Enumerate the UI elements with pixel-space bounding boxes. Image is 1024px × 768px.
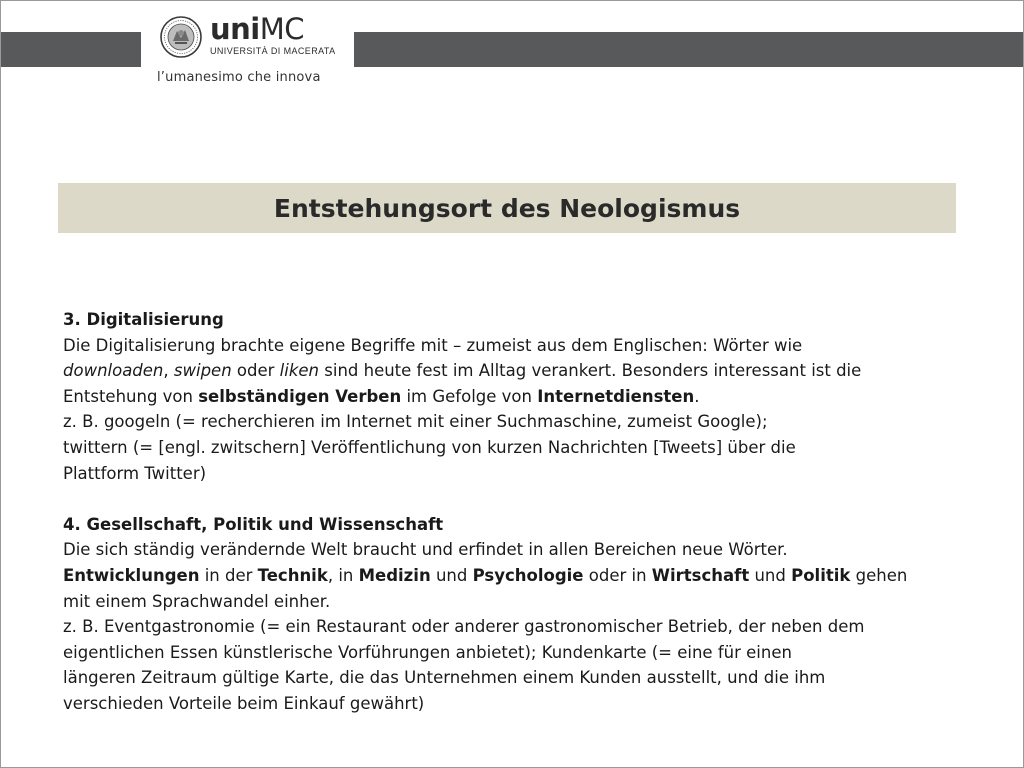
logo-tagline: l’umanesimo che innova [157,70,321,85]
logo-text [210,12,336,56]
example-line: Plattform Twitter) [63,463,207,483]
paragraph-line: mit einem Sprachwandel einher. [63,591,331,611]
paragraph-line: Entwicklungen in der Technik, in Medizin und Psychologie oder in Wirtschaft und Politik gehen [63,565,908,585]
example-line: längeren Zeitraum gültige Karte, die das Unternehmen einem Kunden ausstellt, und die ihm [63,668,826,688]
section-gap [63,486,963,512]
example-line: z. B. Eventgastronomie (= ein Restaurant oder anderer gastronomischer Betrieb, der neben dem [63,617,865,637]
slide-content [63,307,963,717]
header-band-left [0,32,141,67]
paragraph-line: downloaden, swipen oder liken sind heute fest im Alltag verankert. Besonders interessant ist die [63,361,862,381]
paragraph-line: Die Digitalisierung brachte eigene Begriffe mit – zumeist aus dem Englischen: Wörter wie [63,335,803,355]
paragraph-line: Entstehung von selbständigen Verben im Gefolge von Internetdiensten. [63,386,700,406]
header-band-right [354,32,1024,67]
logo-university-name: UNIVERSITÀ DI MACERATA [210,46,336,56]
paragraph-line: Die sich ständig verändernde Welt braucht und erfindet in allen Bereichen neue Wörter. [63,540,788,560]
logo-wordmark: uniMC [210,12,305,46]
slide-title: Entstehungsort des Neologismus [273,193,741,223]
section-heading-digital: 3. Digitalisierung [63,310,224,329]
example-line: z. B. googeln (= recherchieren im Internet mit einer Suchmaschine, zumeist Google); [63,412,768,432]
university-logo [155,14,347,72]
title-bar [58,183,956,233]
example-line: twittern (= [engl. zwitschern] Veröffentlichung von kurzen Nachrichten [Tweets] über die [63,437,796,457]
section-heading-society: 4. Gesellschaft, Politik und Wissenschaft [63,514,444,534]
university-seal-icon [160,16,202,58]
example-line: verschieden Vorteile beim Einkauf gewährt) [63,693,425,713]
example-line: eigentlichen Essen künstlerische Vorführungen anbietet); Kundenkarte (= eine für einen [63,642,792,662]
